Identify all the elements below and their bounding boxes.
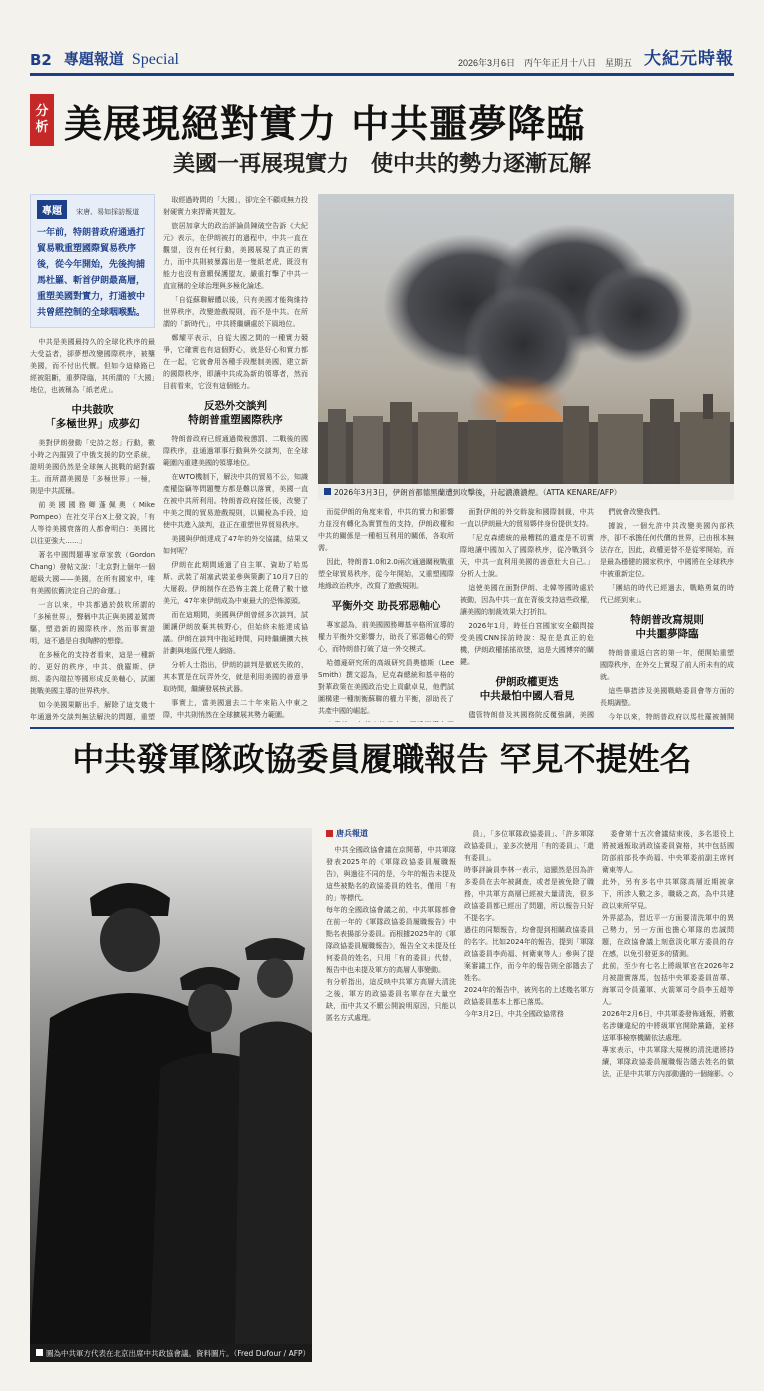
photo-caption-2: 圖為中共軍方代表在北京出席中共政協會議。資料圖片。（Fred Dufour / AFP） [30, 1344, 312, 1362]
story1-column-3: 而從伊朗的角度來看，中共的實力和影響力並沒有轉化為實質性的支持，伊朗政權和中共的關係是一種相互利用的關係，各取所需。 因此，特朗普1.0和2.0兩次通過關稅戰重塑全球貿易秩序，從今年開始，又重塑國際地緣政治秩序，改寫了遊戲規則。 平衡外交 助長邪惡軸心 專家認為，前美國國務卿基辛格所宣導的權力平衡外交影響力，助長了邪惡軸心的野心，而特朗普打破了這一外交模式。 哈德遜研究所的高級研究員奧德斯（Lee Smith）撰文認為，尼克森總統和基辛格的對華政策在美國政治史上貢獻卓見，他們試圖構建一種制衡蘇聯的權力平衡，卻助長了共產中國的崛起。 [318, 508, 454, 715]
caption-square-icon [324, 488, 331, 495]
topic-lead-box [30, 194, 155, 328]
lead-paragraph: 一年前，特朗普政府通過打貿易戰重塑國際貿易秩序後，從今年開始，先後拘捕馬杜羅、斬首伊朗最高層，重塑美國對實力，打通被中共曾經控制的全球咽喉點。 [37, 228, 146, 318]
story1-headline [30, 90, 734, 150]
story1-subtitle: 美國一再展現實力 使中共的勢力逐漸瓦解 [172, 152, 591, 177]
story2-byline: 唐兵報道 [326, 828, 456, 840]
photo-tehran-smoke [318, 194, 734, 484]
subheading-multipolar: 中共鼓吹 「多極世界」成夢幻 [45, 404, 140, 430]
story1-column-1: 中共是美國最持久的全球化秩序的最大受益者，卻夢想改變國際秩序，被壟美國，而不付出代價。但如今這條路已經被阻斷，重夢降臨，其所謂的「大國」地位，也被稱為「紙老虎」。 中共鼓吹 「多極世界」成夢幻 美對伊朗發動「史詩之怒」行動，數小時之內摧毀了中俄支援的防空系統，證明美國仍然是全球無人挑戰的絕對霸主。而所謂美國是「多極世界」一極，則是中共謊稱。 前美國國務卿蓬佩奧（Mike Pompeo）在社交平台X上發文說，「有人等待美國衰落的人都會明白：美國比以往更強大……」 著名中國問題專家章家敦（Gordon Chang）發帖文說：「北京對上個年一個超級大國——美國，在所有國家中，唯有美國依舊決定自己的命運。」 一言以來，中共都過於鼓吹所謂的「多極世界」，聲稱中共正與美國並駕齊驅，塑造新的國際秩序。然而事實證明，這不過是自我陶醉的想像。 在多極化的支持者看來，這是一種新的、更好的秩序，中共、俄羅斯、伊朗、委內瑞拉等國形成反美軸心，試圖挑戰美國主導的世界秩序。 如今美國果斷出手，解除了這支幾十年通過外交談判無法解決的問題，重塑 [30, 338, 155, 721]
story1-column-4: 面對伊朗的外交斡旋和國際制裁，中共一直以伊朗最大的貿易夥伴身份提供支持。 「尼克森總統的最糟糕的遺產是不切實際地讓中國加入了國際秩序，從冷戰到今天，中共一直利用美國的善意壯大自己。」分析人士說。 這使美國在面對伊朗、北韓等國時處於被動，因為中共一直在背後支持這些政權，讓美國的制裁效果大打折扣。 2026年1月，時任白宮國家安全顧問接受美國CNN採訪時說：現在是真正的危機，伊朗政權搖搖欲墜，這是大國博弈的關鍵。 伊朗政權更迭 中共最怕中國人看見 儘管特朗普及其國務院反覆強調，美國 [460, 508, 594, 719]
story2-column-1: 唐兵報道 中共全國政協會議在京開幕，中共軍隊發表2025年的《軍隊政協委員履職報告》，與過往不同的是，今年的報告未提及這些被點名的政協委員的姓名，僅用「有的」等標代。 每年的全國政協會議之前，中共軍隊都會在前一年的《軍隊政協委員履職報告》中點名表揚部分委員。而根據2025年的《軍隊政協委員履職報告》，報告全文未提及任何委員的姓名，只用「有的委員」代替，報告中也未提及軍方的高層人事變動。 有分析指出，這反映中共軍方高層大清洗之後，軍方的政協委員名單存在大量空缺，而中共又不願公開說明原因，只能以匿名方式處理。 [326, 829, 456, 1022]
analysis-badge: 分 析 [30, 94, 54, 146]
subheading-rules: 特朗普改寫規則 中共噩夢降臨 [630, 614, 704, 640]
section-name-zh: 專題報道 [63, 50, 124, 68]
smoke-scene-image [318, 194, 734, 484]
topic-tag: 專題 [37, 200, 67, 219]
soldiers-image [30, 828, 312, 1344]
story1-title: 美展現絕對實力 中共噩夢降臨 [64, 100, 586, 146]
subheading-diplomacy: 反恐外交談判 特朗普重塑國際秩序 [188, 400, 283, 426]
story-divider [30, 727, 734, 729]
caption-square-icon [36, 1349, 43, 1356]
photo-military-delegates [30, 828, 312, 1344]
story2-column-2: 員」，「多位軍隊政協委員」、「許多軍隊政協委員」，並多次使用「有的委員」、「還有委員」。 時事評論員李林一表示，這顯然是因為許多委員在去年被調查，或者是被免除了職務，中共軍方高層已經被大量清洗，很多政協委員都已經出了問題，所以報告只好不提名字。 過往的同類報告，均會提到相關政協委員的名字。比如2024年的報告，提到「軍隊政協委員李尚福、何衛東等人」參與了提案審議工作，而今年的報告則全部隱去了姓名。 2024年的報告中，被列名的上述幾名軍方政協委員基本上都已落馬。 今年3月2日，中共全國政協常務 [464, 830, 594, 1018]
subheading-balance: 平衡外交 助長邪惡軸心 [331, 600, 441, 612]
masthead-logo: 大紀元時報 [644, 49, 734, 69]
subheading-regime-change: 伊朗政權更迭 中共最怕中國人看見 [479, 676, 575, 702]
page-number: B2 [30, 51, 52, 69]
story2-column-3: 委會第十五次會議結束後，多名退役上將被通報取消政協委員資格，其中包括國防部前部長李尚福、中央軍委前副主席何衛東等人。 此外，另有多名中共軍隊高層近期被拿下，所涉人數之多，職級之高，為中共建政以來所罕見。 外界認為，習近平一方面要清洗軍中的異己勢力，另一方面也擔心軍隊的忠誠問題，在政協會議上刻意淡化軍方委員的存在感，以免引發更多的猜測。 此前，至少有七名上將級軍官在2026年2月被證實落馬，包括中央軍委委員苗華、海軍司令員董軍、火箭軍司令員李玉超等人。 2026年2月6日，中共軍委發佈通報，將數名涉嫌違紀的中將級軍官開除黨籍，並移送軍事檢察機關依法處理。 專家表示，中共軍隊大規模的清洗還將持續，軍隊政協委員履職報告隱去姓名的做法，正是中共軍方內部動盪的一個縮影。◇ [602, 830, 734, 1078]
byline-square-icon [326, 830, 333, 837]
issue-date: 2026年3月6日 丙午年正月十八日 星期五 [457, 58, 632, 68]
byline: 宋唐、易如採訪報道 [76, 208, 140, 216]
section-name-en: Special [131, 51, 179, 68]
page-header [30, 40, 734, 76]
photo-caption-1: 2026年3月3日，伊朗首都德黑蘭遭到攻擊後，升起濃濃濃煙。（ATTA KENARE/AFP） [318, 484, 734, 500]
story2-title: 中共發軍隊政協委員履職報告 罕見不提姓名 [72, 740, 692, 778]
story1-column-2: 取經過時間的「大國」，卻完全不顧或無力投射硬實力來捍衛其盟友。 旅居加拿大的政治評論員陳破空告訴《大紀元》表示，在伊朗被打的過程中，中共一直在觀望，沒有任何行動，美國展現了真正的實力，而中共則被暴露出是一隻紙老虎，既沒有能力也沒有意願保護盟友，嚴重打擊了中共一直宣稱的全球治理與多極化論述。 「自從蘇聯解體以後，只有美國才能夠維持世界秩序，改變遊戲規則，而不是中共。在所謂的「新時代」，中共將繼續處於下風地位。 鄭耀平表示，自從大國之間的一種實力競爭，它確實也有這個野心，就是好心和實力都在一起，它就會用各種手段壓制美國，建立新的國際秩序，即讓中共成為新的領導者，然而目前看來，它沒有這個能力。 反恐外交談判 特朗普重塑國際秩序 特朗普政府已經通過徵稅懲罰、二戰後的國際秩序，並通過軍事行動與外交談判，在全球範圍內重建美國的領導地位。 在WTO機制下，解決中共的貿易不公，知識產權盜竊等問題雙方都是難以落實，美國一直在被中共所利用。特朗普政府接任後，改變了中美之間的貿易遊戲規則，以關稅為手段，迫使中共進入談判，並正在重塑世界貿易秩序。 美國與伊朗達成了47年的外交協議，結果又如何呢？ 伊朗在此期間通過了自主軍、資助了哈馬斯、武裝了胡塞武裝並參與策劃了10月7日的大屠殺。伊朗制作在恐怖主義上花費了數十億美元，47年來伊朗成為中東最大的恐怖源頭。 而在這期間，美國與伊朗曾經多次談判，試圖讓伊朗放棄其核野心，但始終未能達成協議。伊朗在談判中拖延時間，同時繼續擴大核計劃與地區代理人網絡。 分析人士指出，伊朗的談判是徹底失敗的，其本質是在玩弄外交，就是利用美國的善意爭取時間，繼續發展核武器。 事實上，當美國過去二十年來陷入中東之際，中共則悄然在全球擴展其勢力範圍。 [163, 196, 308, 719]
story1-column-5: 們就會改變我們。 據說，一個允許中共改變美國內部秩序，卻不承擔任何代價的世界，已由根本無法存在，因此，政權更替不是從零開始，而是最為穩健的國家秩序，中國將在全球秩序中被重新定位。 「團結的時代已經過去，戰略勇氣的時代已經到來」。 特朗普改寫規則 中共噩夢降臨 特朗普重返白宮的第一年，便開始重塑國際秩序，在外交上實現了前人所未有的成就。 這些舉措涉及美國戰略委員會等方面的長期調整。 今年以來，特朗普政府以馬杜羅被捕開 [600, 508, 734, 721]
